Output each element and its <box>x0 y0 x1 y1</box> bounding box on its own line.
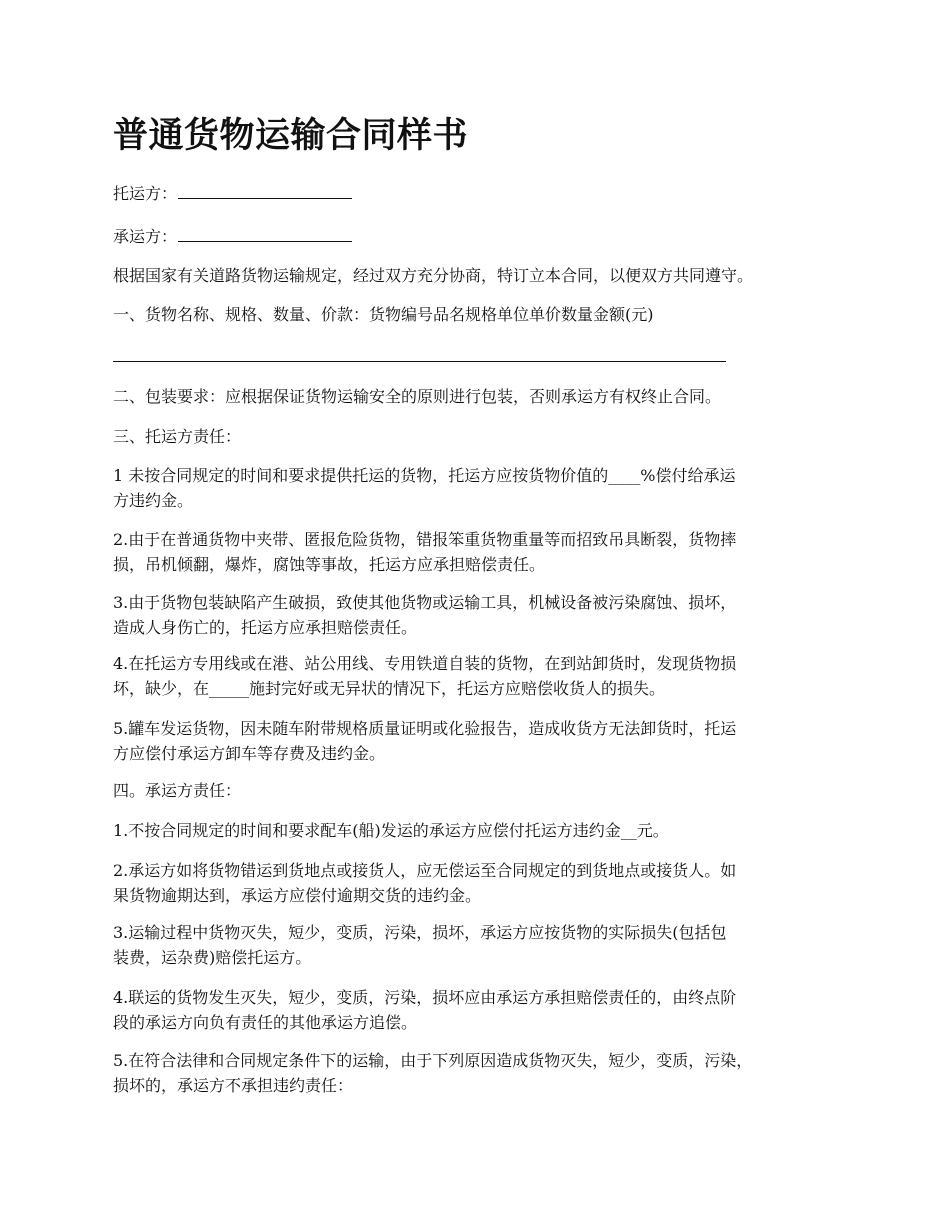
section-4-item-2: 2.承运方如将货物错运到货地点或接货人，应无偿运至合同规定的到货地点或接货人。如 果货物逾期达到，承运方应偿付逾期交货的违约金。 <box>113 861 737 905</box>
section-4-item-3: 3.运输过程中货物灭失，短少，变质，污染，损坏，承运方应按货物的实际损失(包括包 装费，运杂费)赔偿托运方。 <box>113 923 727 967</box>
goods-table-fill-line <box>113 361 726 362</box>
section-4-item-4: 4.联运的货物发生灭失，短少，变质，污染，损坏应由承运方承担赔偿责任的，由终点阶 段的承运方向负有责任的其他承运方追偿。 <box>113 988 737 1032</box>
section-3-item-3: 3.由于货物包装缺陷产生破损，致使其他货物或运输工具，机械设备被污染腐蚀、损坏， 造成人身伤亡的，托运方应承担赔偿责任。 <box>113 593 737 637</box>
document-title: 普通货物运输合同样书 <box>113 115 469 156</box>
carrier-blank <box>178 240 352 242</box>
carrier-label: 承运方： <box>113 227 178 246</box>
section-1-paragraph: 一、货物名称、规格、数量、价款：货物编号品名规格单位单价数量金额(元) <box>113 305 654 324</box>
section-3-item-4: 4.在托运方专用线或在港、站公用线、专用铁道自装的货物，在到站卸货时，发现货物损 坏，缺少，在_____施封完好或无异状的情况下，托运方应赔偿收货人的损失。 <box>113 654 737 698</box>
section-3-item-5: 5.罐车发运货物，因未随车附带规格质量证明或化验报告，造成收货方无法卸货时，托运 方应偿付承运方卸车等存费及违约金。 <box>113 719 737 763</box>
section-3-heading: 三、托运方责任： <box>113 427 242 446</box>
shipper-blank <box>178 197 352 199</box>
shipper-line <box>113 181 843 206</box>
shipper-label: 托运方： <box>113 184 178 203</box>
section-2-paragraph: 二、包装要求：应根据保证货物运输安全的原则进行包装，否则承运方有权终止合同。 <box>113 387 722 406</box>
section-4-heading: 四。承运方责任： <box>113 781 242 800</box>
section-4-item-1: 1.不按合同规定的时间和要求配车(船)发运的承运方应偿付托运方违约金__元。 <box>113 821 669 840</box>
section-3-item-1: 1 未按合同规定的时间和要求提供托运的货物，托运方应按货物价值的____%偿付给承运 方违约金。 <box>113 466 736 510</box>
carrier-line <box>113 224 843 249</box>
intro-paragraph: 根据国家有关道路货物运输规定，经过双方充分协商，特订立本合同，以便双方共同遵守。 <box>113 266 754 285</box>
section-4-item-5: 5.在符合法律和合同规定条件下的运输，由于下列原因造成货物灭失，短少，变质，污染， 损坏的，承运方不承担违约责任： <box>113 1051 753 1095</box>
section-3-item-2: 2.由于在普通货物中夹带、匿报危险货物，错报笨重货物重量等而招致吊具断裂，货物摔 损，吊机倾翻，爆炸，腐蚀等事故，托运方应承担赔偿责任。 <box>113 530 737 574</box>
